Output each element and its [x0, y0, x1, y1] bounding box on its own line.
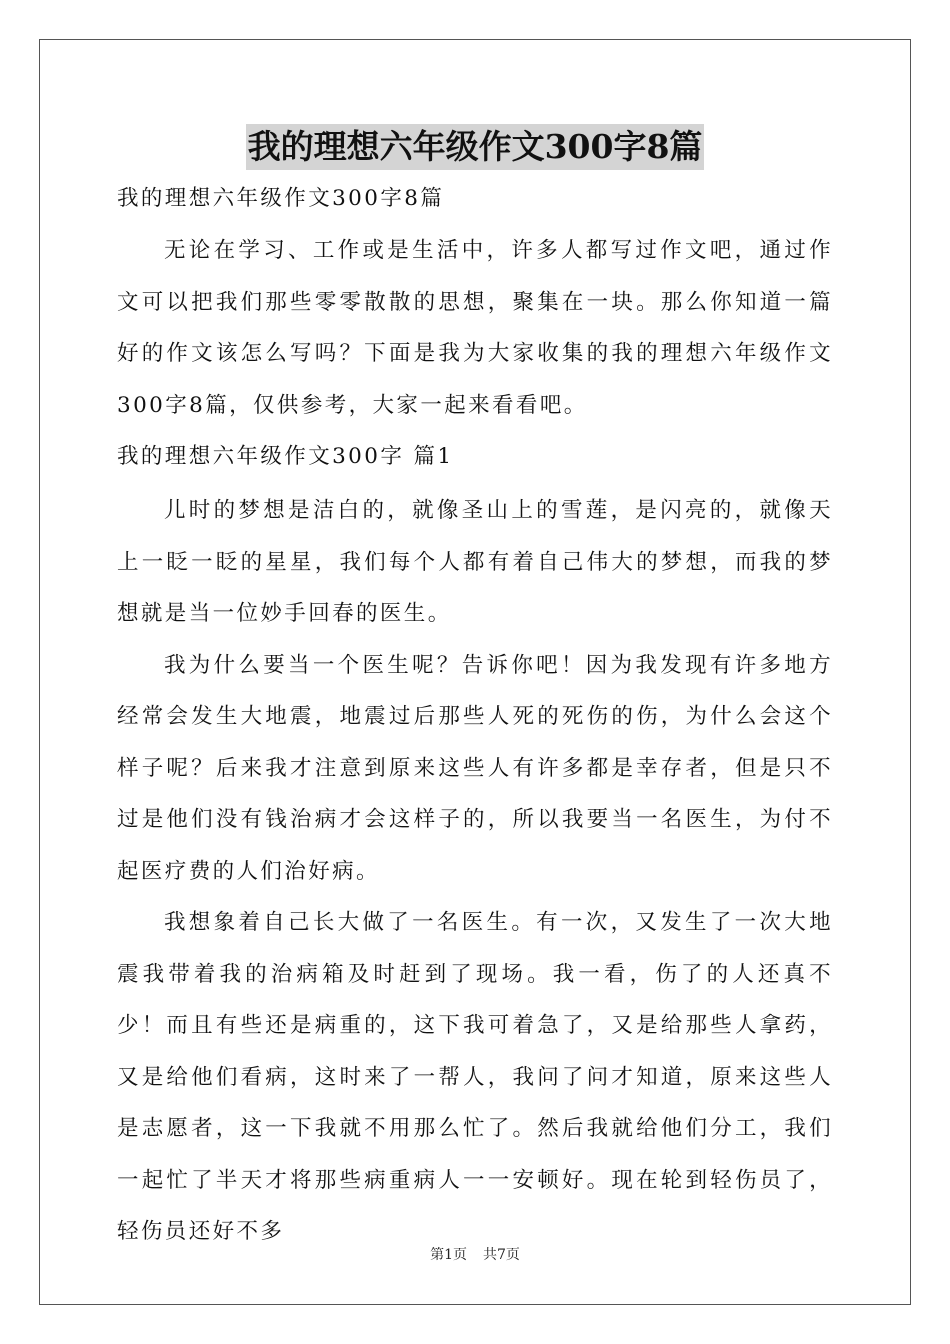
intro-paragraph: 无论在学习、工作或是生活中，许多人都写过作文吧，通过作文可以把我们那些零零散散的思想，聚集在一块。那么你知道一篇好的作文该怎么写吗？下面是我为大家收集的我的理想六年级作文300字8篇，仅供参考，大家一起来看看吧。: [117, 238, 833, 418]
page-footer: [0, 1245, 950, 1265]
title-container: [0, 124, 950, 170]
document-body: [117, 181, 833, 1258]
section-heading: 我的理想六年级作文300字 篇1: [117, 444, 454, 469]
body-paragraph: 儿时的梦想是洁白的，就像圣山上的雪莲，是闪亮的，就像天上一眨一眨的星星，我们每个人都有着自己伟大的梦想，而我的梦想就是当一位妙手回春的医生。: [117, 498, 833, 626]
subtitle-line: 我的理想六年级作文300字8篇: [117, 186, 445, 211]
page-total: 共7页: [483, 1247, 520, 1263]
page-number: 第1页: [430, 1247, 467, 1263]
body-paragraph: 我为什么要当一个医生呢？告诉你吧！因为我发现有许多地方经常会发生大地震，地震过后那些人死的死伤的伤，为什么会这个样子呢？后来我才注意到原来这些人有许多都是幸存者，但是只不过是他们没有钱治病才会这样子的，所以我要当一名医生，为付不起医疗费的人们治好病。: [117, 652, 833, 884]
document-title: 我的理想六年级作文300字8篇: [246, 124, 705, 170]
body-paragraph: 我想象着自己长大做了一名医生。有一次，又发生了一次大地震我带着我的治病箱及时赶到了现场。我一看，伤了的人还真不少！而且有些还是病重的，这下我可着急了，又是给那些人拿药，又是给他们看病，这时来了一帮人，我问了问才知道，原来这些人是志愿者，这一下我就不用那么忙了。然后我就给他们分工，我们一起忙了半天才将那些病重病人一一安顿好。现在轮到轻伤员了，轻伤员还好不多: [117, 910, 833, 1244]
